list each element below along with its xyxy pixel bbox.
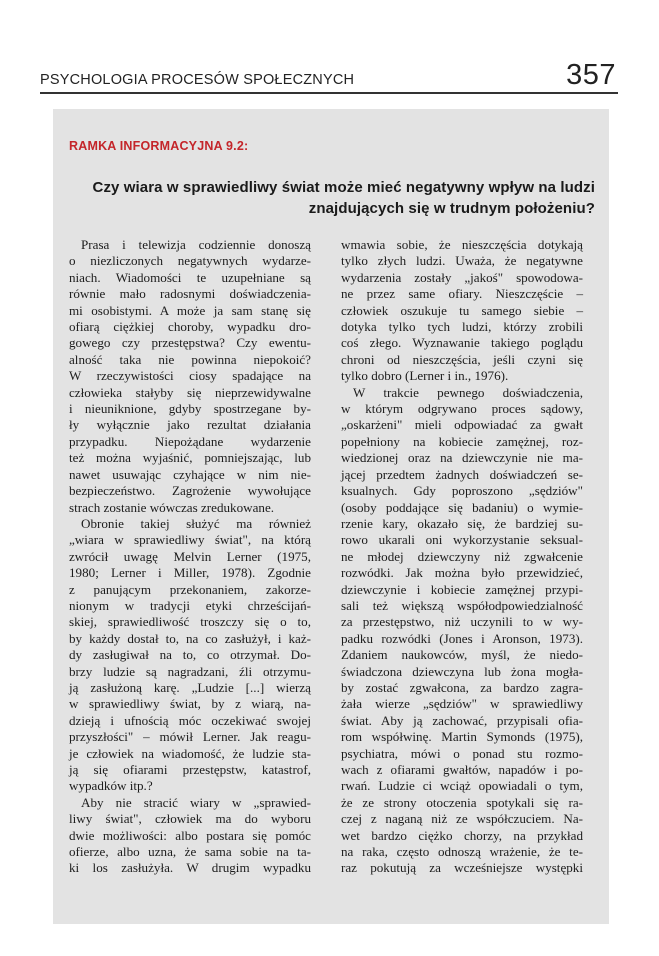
text-line: nionym w tradycji etyki chrześcijań- — [69, 597, 311, 613]
text-line: ją zasłużoną karę. „Ludzie [...] wierzą — [69, 679, 311, 695]
text-line: Obronie takiej służyć ma również — [81, 515, 311, 531]
text-line: wypadków itp.? — [69, 778, 153, 794]
text-line: dy zasługiwał na to, co otrzymał. Do- — [69, 647, 311, 663]
text-line: skiej, sprawiedliwość troszczy się o to, — [69, 614, 311, 630]
text-line: wiedzionej oraz na dziewczynie nie ma- — [341, 450, 583, 466]
text-line: mi osobistymi. A może ja sam stanę się — [69, 302, 311, 318]
text-line: o niezliczonych negatywnych wydarze- — [69, 253, 311, 269]
text-line: ły wyłącznie jako rezultat działania — [69, 417, 311, 433]
text-line: rzenie kary, okazało się, że bardziej su- — [341, 515, 583, 531]
text-line: gowego czy przestępstwa? Czy ewentu- — [69, 335, 311, 351]
text-line: dzieją i ufnością móc oczekiwać swojej — [69, 712, 311, 728]
text-line: rozwódki. Jak można było przewidzieć, — [341, 565, 583, 581]
text-line: tylko dobro (Lerner i in., 1976). — [341, 368, 509, 384]
text-line: sali też większą współodpowiedzialność — [341, 597, 583, 613]
text-line: ofierze, albo uzna, że sama sobie na ta- — [69, 844, 311, 860]
info-box — [53, 109, 609, 924]
text-line: liwy świat", człowiek ma do wyboru — [69, 811, 311, 827]
text-line: przyszłości" – mówił Lerner. Jak reagu- — [69, 729, 311, 745]
text-line: wmawia sobie, że nieszczęścia dotykają — [341, 237, 583, 252]
text-line: ją się ofiarami przestępstw, katastrof, — [69, 762, 311, 777]
info-box-title: Czy wiara w sprawiedliwy świat może mieć negatywny wpływ na ludzi znajdujących się w trudnym położeniu? — [92, 179, 595, 217]
text-line: padku rozwódki (Jones i Aronson, 1973). — [341, 630, 583, 646]
text-line: czej z naganą niż ze współczuciem. Na- — [341, 811, 583, 827]
text-line: bezpieczeństwo. Zagrożenie wywołujące — [69, 483, 311, 499]
text-line: że ze strony otoczenia spotykali się ra- — [341, 794, 583, 810]
text-line: by każdy dostał to, na co zasłużył, i każ- — [69, 630, 311, 646]
text-line: świat. Aby ją zachować, przypisali ofia- — [341, 712, 583, 728]
left-column — [69, 237, 311, 877]
text-line: ofiarą ciężkiej choroby, wypadku dro- — [69, 319, 311, 335]
text-line: rowo ukarali oni wykorzystanie seksual- — [341, 532, 583, 548]
text-line: alność taka nie powinna niepokoić? — [69, 351, 311, 367]
text-line: Prasa i telewizja codziennie donoszą — [81, 237, 311, 252]
text-line: człowiek oszukuje tu samego siebie – — [341, 302, 583, 318]
text-line: dziewczynie i kobiecie zamężnej przypi- — [341, 581, 583, 597]
text-line: równie mało radosnymi doświadczenia- — [69, 286, 311, 302]
text-line: przypadku. Niepożądane wydarzenie — [69, 433, 311, 449]
text-line: rwań. Ludzie ci wciąż opowiadali o tym, — [341, 778, 583, 794]
text-line: zwrócił uwagę Melvin Lerner (1975, — [69, 548, 311, 564]
text-line: brzy ludzie są nagradzani, źli otrzymu- — [69, 663, 311, 679]
text-line: w którym odgrywano proces sądowy, — [341, 401, 583, 417]
text-line: dotyka tylko tych ludzi, którzy zrobili — [341, 319, 583, 335]
text-line: w sprawiedliwy świat, by z wiarą, na- — [69, 696, 311, 712]
text-line: rom współwinę. Martin Symonds (1975), — [341, 729, 583, 745]
text-line: W trakcie pewnego doświadczenia, — [353, 384, 583, 400]
text-line: popełniony na kobiecie zamężnej, roz- — [341, 433, 583, 449]
text-line: coś złego. Wyznawanie takiego poglądu — [341, 335, 583, 351]
info-box-label: RAMKA INFORMACYJNA 9.2: — [69, 139, 249, 153]
text-line: tylko złych ludzi. Uważa, że negatywne — [341, 253, 583, 269]
header-rule — [40, 92, 618, 94]
text-line: człowieka stałyby się nieprzewidywalne — [69, 384, 311, 400]
text-line: nawet usuwając czyhające w nim nie- — [69, 466, 311, 482]
page-header — [40, 54, 618, 94]
text-line: chroni od nieszczęścia, jeśli czyni się — [341, 351, 583, 367]
text-line: „oskarżeni" mieli odpowiadać za gwałt — [341, 417, 583, 433]
page-number: 357 — [566, 59, 616, 91]
text-line: wach z ofiarami gwałtów, napadów i po- — [341, 762, 583, 777]
text-line: Aby nie stracić wiary w „sprawied- — [81, 794, 311, 810]
running-title: PSYCHOLOGIA PROCESÓW SPOŁECZNYCH — [40, 72, 355, 88]
text-line: „wiara w sprawiedliwy świat", na którą — [69, 532, 311, 548]
text-line: 1980; Lerner i Miller, 1978). Zgodnie — [69, 565, 311, 581]
text-line: wydarzenia zostały „jakoś" spowodowa- — [341, 269, 583, 285]
text-line: na raka, często odnoszą wrażenie, że te- — [341, 844, 583, 860]
text-line: żała wierze „sędziów" w sprawiedliwy — [341, 696, 583, 712]
text-line: wet bardzo ciężko chorzy, na przykład — [341, 827, 583, 843]
text-line: ksualnych. Gdy poproszono „sędziów" — [341, 483, 583, 499]
text-line: raz pokutują za wcześniejsze występki — [341, 860, 583, 876]
text-line: niach. Wiadomości te uzupełniane są — [69, 269, 311, 285]
text-line: dwie możliwości: albo postara się pomóc — [69, 827, 311, 843]
text-line: by zostać zgwałcona, za bardzo zagra- — [341, 679, 583, 695]
text-line: z panującym przekonaniem, zakorze- — [69, 581, 311, 597]
text-line: też można wyjaśnić, pomniejszając, lub — [69, 450, 311, 466]
text-line: za przestępstwo, niż uczynili to w wy- — [341, 614, 583, 630]
text-line: i nieuniknione, gdyby spostrzegane by- — [69, 401, 311, 417]
text-line: strach zostanie wówczas zredukowane. — [69, 499, 275, 515]
text-line: je człowiek na wiadomość, że ludzie sta- — [69, 745, 311, 761]
text-line: ne przez same ofiary. Nieszczęście – — [341, 286, 583, 302]
text-line: W rzeczywistości ciosy spadające na — [69, 368, 311, 384]
text-line: ki los zasłużyła. W drugim wypadku — [69, 860, 311, 876]
text-line: ne młodej dziewczyny niż zgwałcenie — [341, 548, 583, 564]
text-line: (osoby poddające się badaniu) o wymie- — [341, 499, 583, 515]
right-column — [341, 237, 583, 877]
text-line: psychiatra, mówi o ponad stu rozmo- — [341, 745, 583, 761]
text-line: Zdaniem naukowców, myśl, że niedo- — [341, 647, 583, 663]
text-line: świadczona dziewczyna lub żona mogła- — [341, 663, 583, 679]
text-line: jącej przedtem żadnych doświadczeń se- — [341, 466, 583, 482]
